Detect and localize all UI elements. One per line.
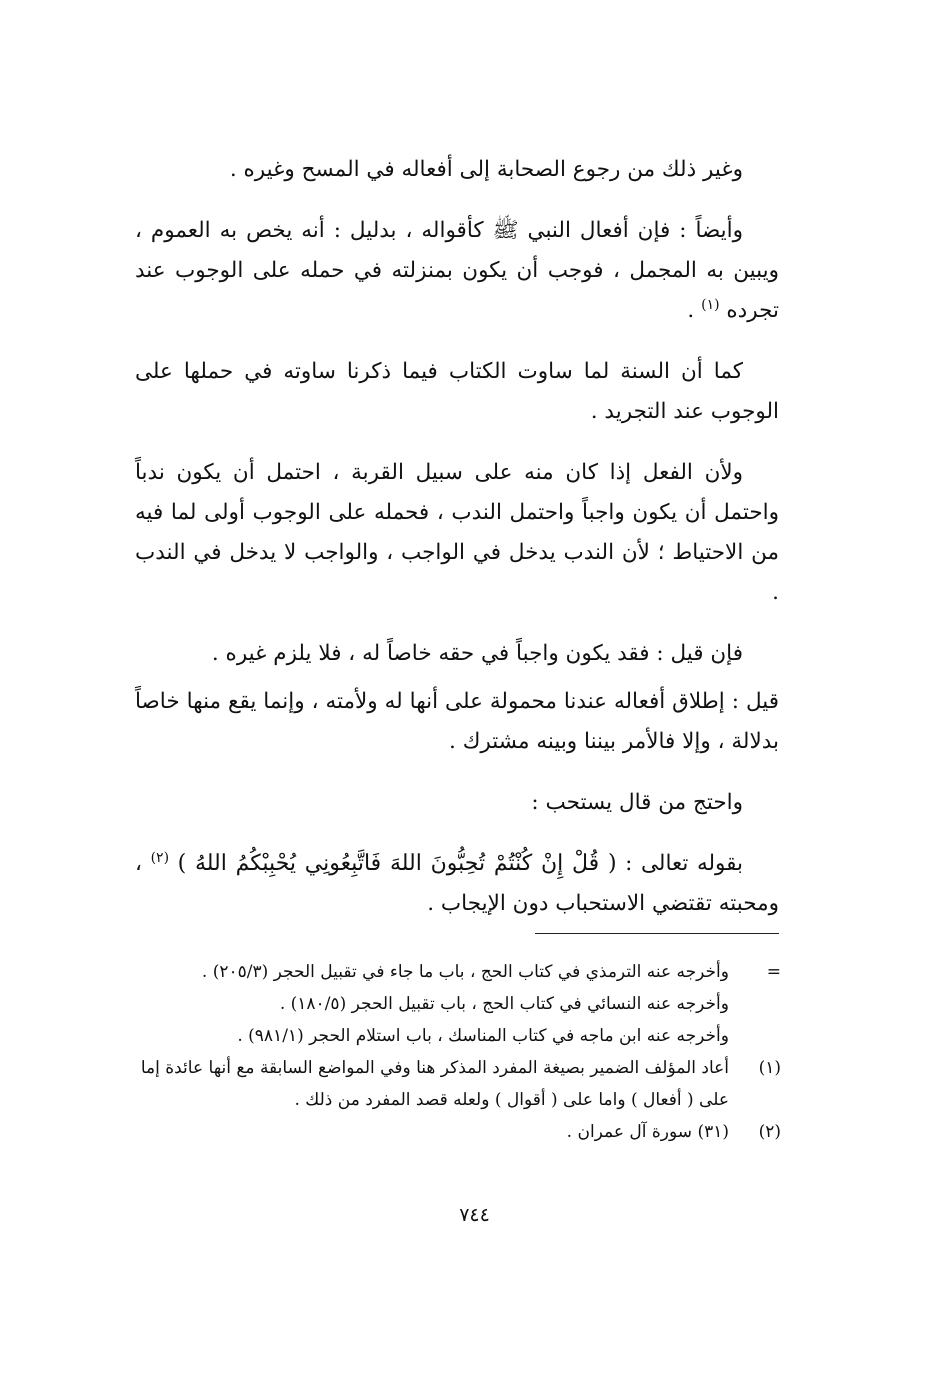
- paragraph-text: قيل : إطلاق أفعاله عندنا محمولة على أنها له ولأمته ، وإنما يقع منها خاصاً بدلالة ، وإلا فالأمر بيننا وبينه مشترك .: [135, 689, 779, 754]
- footnote-line: وأخرجه عنه النسائي في كتاب الحج ، باب تقبيل الحجر (١٨٠/٥) .: [279, 994, 729, 1014]
- footnote-2: [135, 1116, 781, 1148]
- footnote-text: (٣١) سورة آل عمران .: [566, 1122, 729, 1142]
- footnote-text: أعاد المؤلف الضمير بصيغة المفرد المذكر هنا وفي المواضع السابقة مع أنها عائدة إما على ( أفعال ) واما على ( أقوال ) ولعله قصد المفرد من ذلك .: [140, 1058, 729, 1110]
- paragraph: [135, 352, 779, 432]
- paragraph: [135, 211, 779, 331]
- footnote-continuation: [135, 956, 781, 1052]
- paragraph-text: وأيضاً : فإن أفعال النبي ﷺ كأقواله ، بدليل : أنه يخص به العموم ، ويبين به المجمل ، فوجب أن يكون بمنزلته في حمله على الوجوب عند تجرده: [135, 218, 779, 323]
- footnote-ref-2[interactable]: (٢): [150, 849, 170, 866]
- paragraph-quran-citation: [135, 844, 779, 924]
- continuation-marker: =: [766, 962, 781, 982]
- page-number: ٧٤٤: [459, 1204, 490, 1226]
- paragraph: [135, 150, 779, 190]
- paragraph-objection: [135, 634, 779, 674]
- paragraph-text: ولأن الفعل إذا كان منه على سبيل القربة ، احتمل أن يكون ندباً واحتمل أن يكون واجباً واحتمل الندب ، فحمله على الوجوب أولى لما فيه من الاحتياط ؛ لأن الندب يدخل في الواجب ، والواجب لا يدخل في الندب .: [135, 460, 779, 605]
- paragraph-text: فإن قيل : فقد يكون واجباً في حقه خاصاً له ، فلا يلزم غيره .: [211, 641, 743, 666]
- paragraph: [135, 453, 779, 613]
- footnotes: [135, 956, 781, 1148]
- paragraph-text: كما أن السنة لما ساوت الكتاب فيما ذكرنا ساوته في حملها على الوجوب عند التجريد .: [135, 359, 779, 424]
- footnote-line: وأخرجه عنه الترمذي في كتاب الحج ، باب ما جاء في تقبيل الحجر (٢٠٥/٣) .: [201, 962, 729, 982]
- paragraph-text: ، ومحبته تقتضي الاستحباب دون الإيجاب .: [135, 851, 779, 916]
- footnote-1: [135, 1052, 781, 1116]
- footnote-label: (١): [758, 1058, 781, 1078]
- paragraph-text: واحتج من قال يستحب :: [531, 790, 743, 815]
- footnote-label: (٢): [758, 1122, 781, 1142]
- sentence-end: .: [687, 298, 695, 323]
- paragraph: [135, 783, 779, 823]
- paragraph-reply: [135, 682, 779, 762]
- footnote-ref-1[interactable]: (١): [701, 296, 720, 313]
- main-text: [135, 150, 779, 945]
- footnote-separator: [535, 933, 779, 934]
- quran-verse: ( قُلْ إِنْ كُنْتُمْ تُحِبُّونَ اللهَ فَاتَّبِعُونِي يُحْبِبْكُمُ اللهُ ): [177, 851, 617, 876]
- paragraph-text: وغير ذلك من رجوع الصحابة إلى أفعاله في المسح وغيره .: [229, 157, 743, 182]
- paragraph-text: بقوله تعالى :: [625, 851, 743, 876]
- footnote-line: وأخرجه عنه ابن ماجه في كتاب المناسك ، باب استلام الحجر (٩٨١/١) .: [237, 1026, 729, 1046]
